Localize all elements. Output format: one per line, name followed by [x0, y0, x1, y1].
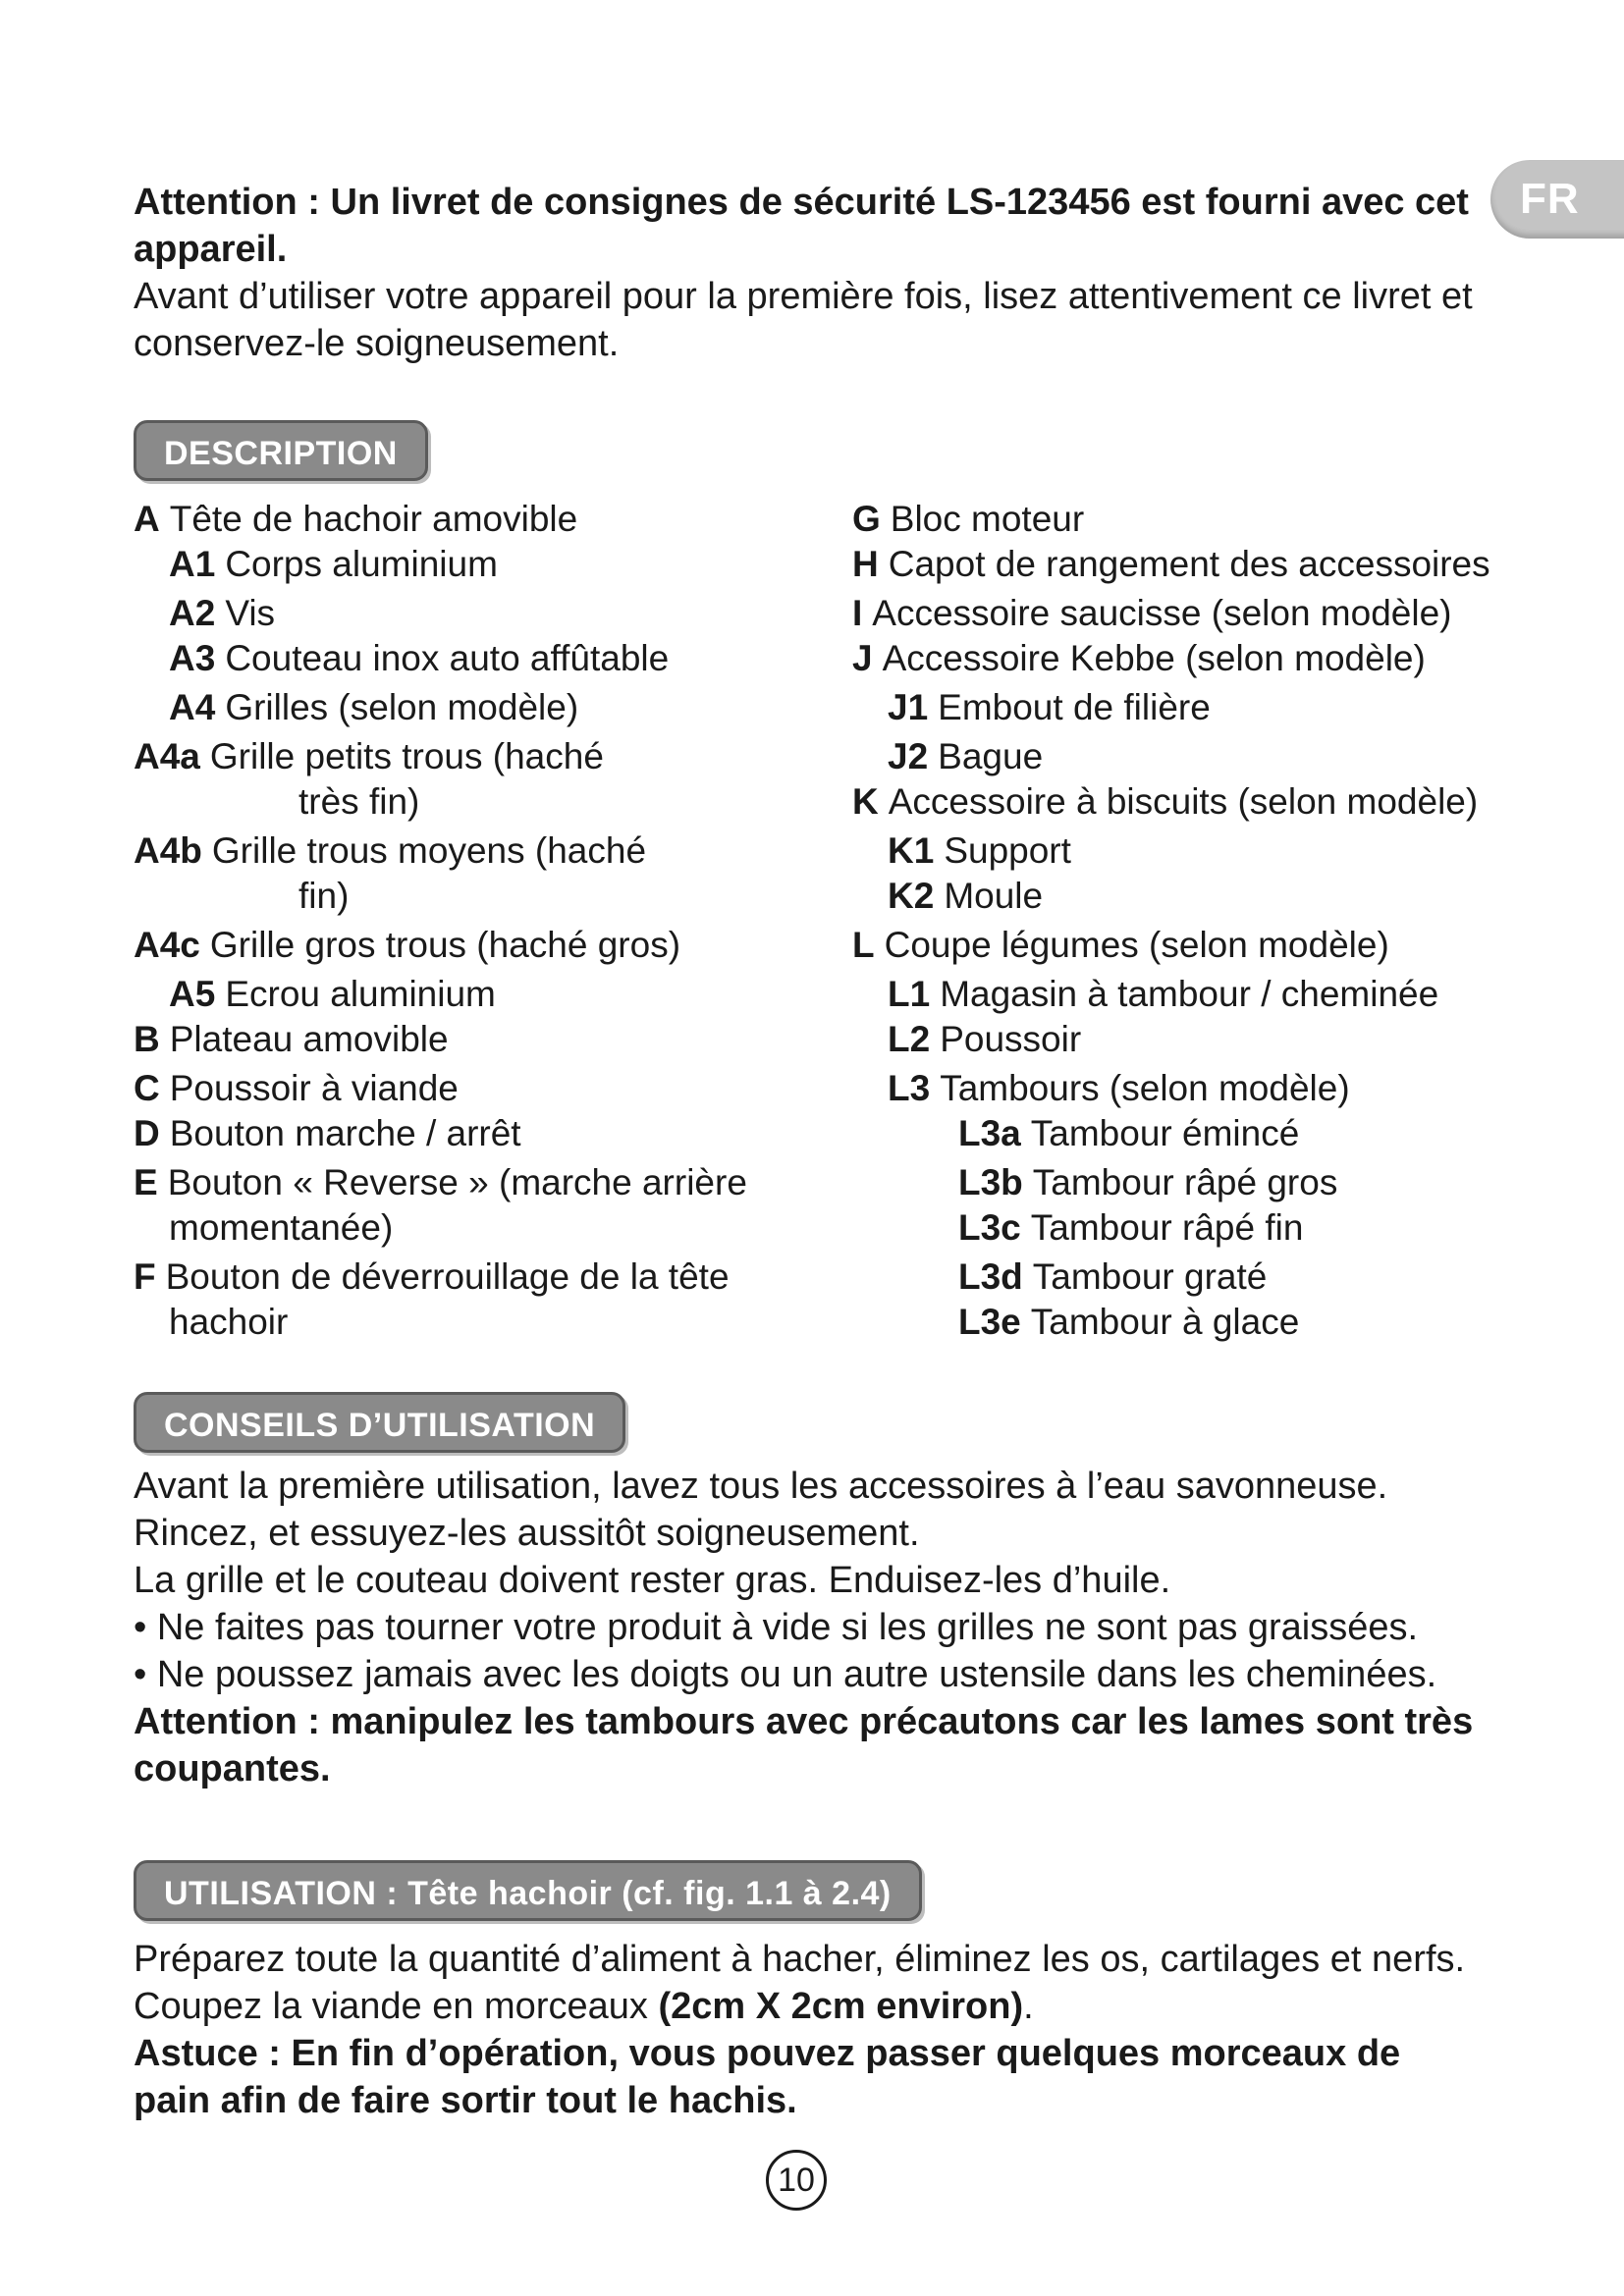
item-code: A4a [134, 736, 200, 776]
description-right-item [852, 925, 1389, 966]
description-right-item [958, 1113, 1299, 1154]
item-code: A1 [169, 544, 216, 584]
item-label: Grilles (selon modèle) [225, 687, 579, 727]
item-label: Bouton de déverrouillage de la tête [165, 1256, 730, 1297]
intro-text: Avant d’utiliser votre appareil pour la première fois, lisez attentivement ce livret et conservez-le soigneusement. [134, 276, 1473, 364]
description-left-item [134, 499, 577, 540]
item-code: F [134, 1256, 156, 1297]
item-label: Tambour à glace [1030, 1302, 1300, 1342]
utilisation-paragraph-2 [134, 1983, 1479, 2030]
item-label: Poussoir [940, 1019, 1082, 1059]
item-code: A4c [134, 925, 200, 965]
item-code: K1 [888, 830, 935, 871]
description-left-item [134, 1162, 747, 1203]
item-code: E [134, 1162, 158, 1202]
item-label: Plateau amovible [169, 1019, 449, 1059]
item-label: Grille gros trous (haché gros) [209, 925, 681, 965]
item-code: L2 [888, 1019, 931, 1059]
item-code: L [852, 925, 875, 965]
utilisation-tip: Astuce : En fin d’opération, vous pouvez passer quelques morceaux de pain afin de faire sortir tout le hachis. [134, 2033, 1401, 2121]
item-label: Tambour râpé fin [1030, 1207, 1304, 1248]
description-left-item [169, 1302, 288, 1343]
description-left-item [134, 925, 680, 966]
item-label: Vis [225, 593, 276, 633]
description-left-item [298, 781, 419, 823]
page-number: 10 [766, 2150, 827, 2211]
item-code: A2 [169, 593, 216, 633]
item-code: H [852, 544, 879, 584]
intro-section [134, 179, 1479, 367]
item-label: Poussoir à viande [169, 1068, 459, 1108]
description-right-item [852, 593, 1451, 634]
item-label: Bague [938, 736, 1044, 776]
conseils-bullet-1: • Ne faites pas tourner votre produit à vide si les grilles ne sont pas graissées. [134, 1607, 1419, 1648]
conseils-paragraph-1: Avant la première utilisation, lavez tous les accessoires à l’eau savonneuse. Rincez, et essuyez-les aussitôt soigneusement. [134, 1466, 1388, 1554]
description-right-item [852, 781, 1478, 823]
description-right-item [852, 544, 1490, 585]
conseils-section [134, 1463, 1479, 1792]
description-right-item [888, 736, 1043, 777]
description-left-item [169, 593, 275, 634]
description-banner: DESCRIPTION [134, 420, 428, 481]
item-code: L1 [888, 974, 931, 1014]
conseils-paragraph-2: La grille et le couteau doivent rester gras. Enduisez-les d’huile. [134, 1560, 1171, 1601]
item-label: Bouton « Reverse » (marche arrière [167, 1162, 747, 1202]
item-label: Magasin à tambour / cheminée [940, 974, 1439, 1014]
safety-warning: Attention : Un livret de consignes de sécurité LS-123456 est fourni avec cet appareil. [134, 182, 1469, 270]
item-label: Capot de rangement des accessoires [888, 544, 1490, 584]
description-left-item [134, 736, 604, 777]
description-left-item [169, 974, 496, 1015]
description-right-item [888, 1019, 1081, 1060]
description-left-item [134, 1113, 521, 1154]
description-right-item [958, 1302, 1299, 1343]
item-code: J1 [888, 687, 929, 727]
item-code: K2 [888, 876, 935, 916]
item-code: I [852, 593, 863, 633]
item-code: L3 [888, 1068, 931, 1108]
description-right-item [958, 1256, 1267, 1298]
item-code: K [852, 781, 879, 822]
item-label: Grille trous moyens (haché [211, 830, 647, 871]
description-left-item [134, 1256, 730, 1298]
item-code: J2 [888, 736, 929, 776]
item-code: A4b [134, 830, 202, 871]
item-code: A5 [169, 974, 216, 1014]
item-label: fin) [298, 876, 350, 916]
item-code: J [852, 638, 873, 678]
item-label: Coupe légumes (selon modèle) [884, 925, 1389, 965]
utilisation-p2-dimensions: (2cm X 2cm environ) [658, 1986, 1024, 2027]
item-code: A [134, 499, 160, 539]
item-label: Accessoire saucisse (selon modèle) [872, 593, 1452, 633]
item-code: G [852, 499, 881, 539]
item-label: Grille petits trous (haché [209, 736, 604, 776]
item-label: hachoir [169, 1302, 289, 1342]
utilisation-paragraph-1: Préparez toute la quantité d’aliment à hacher, éliminez les os, cartilages et nerfs. [134, 1939, 1466, 1980]
item-label: Support [944, 830, 1071, 871]
item-code: B [134, 1019, 160, 1059]
description-right-item [958, 1162, 1337, 1203]
item-label: Moule [944, 876, 1044, 916]
description-right-item [852, 499, 1084, 540]
item-label: très fin) [298, 781, 420, 822]
item-code: L3d [958, 1256, 1023, 1297]
description-left-item [169, 687, 578, 728]
item-label: Tête de hachoir amovible [169, 499, 578, 539]
item-label: momentanée) [169, 1207, 394, 1248]
description-right-item [888, 830, 1071, 872]
description-left-item [134, 1019, 449, 1060]
description-left-item [134, 830, 646, 872]
item-label: Bloc moteur [890, 499, 1085, 539]
item-label: Ecrou aluminium [225, 974, 496, 1014]
item-code: L3b [958, 1162, 1023, 1202]
item-label: Accessoire à biscuits (selon modèle) [888, 781, 1479, 822]
description-right-item [888, 876, 1043, 917]
utilisation-p2-suffix: . [1023, 1986, 1034, 2027]
description-right-item [888, 974, 1438, 1015]
item-code: L3a [958, 1113, 1021, 1153]
item-code: C [134, 1068, 160, 1108]
item-label: Corps aluminium [225, 544, 498, 584]
description-left-item [169, 544, 498, 585]
utilisation-section [134, 1936, 1479, 2124]
language-tab: FR [1490, 160, 1624, 239]
item-label: Tambours (selon modèle) [940, 1068, 1350, 1108]
item-label: Couteau inox auto affûtable [225, 638, 670, 678]
description-left-item [298, 876, 349, 917]
description-left-item [169, 1207, 393, 1249]
item-label: Accessoire Kebbe (selon modèle) [882, 638, 1426, 678]
conseils-bullet-2: • Ne poussez jamais avec les doigts ou un autre ustensile dans les cheminées. [134, 1654, 1437, 1695]
description-right-item [852, 638, 1426, 679]
description-left-item [169, 638, 669, 679]
item-code: A4 [169, 687, 216, 727]
item-code: A3 [169, 638, 216, 678]
item-code: L3e [958, 1302, 1021, 1342]
item-label: Tambour émincé [1030, 1113, 1300, 1153]
utilisation-p2-prefix: Coupez la viande en morceaux [134, 1986, 659, 2027]
description-right-item [888, 1068, 1350, 1109]
description-left-item [134, 1068, 459, 1109]
item-label: Bouton marche / arrêt [169, 1113, 521, 1153]
utilisation-banner: UTILISATION : Tête hachoir (cf. fig. 1.1 à 2.4) [134, 1860, 922, 1921]
description-right-item [958, 1207, 1303, 1249]
conseils-banner: CONSEILS D’UTILISATION [134, 1392, 625, 1453]
item-label: Tambour graté [1032, 1256, 1268, 1297]
conseils-warning: Attention : manipulez les tambours avec précautons car les lames sont très coupantes. [134, 1701, 1474, 1789]
item-code: D [134, 1113, 160, 1153]
item-code: L3c [958, 1207, 1021, 1248]
item-label: Embout de filière [938, 687, 1211, 727]
description-right-item [888, 687, 1211, 728]
item-label: Tambour râpé gros [1032, 1162, 1338, 1202]
